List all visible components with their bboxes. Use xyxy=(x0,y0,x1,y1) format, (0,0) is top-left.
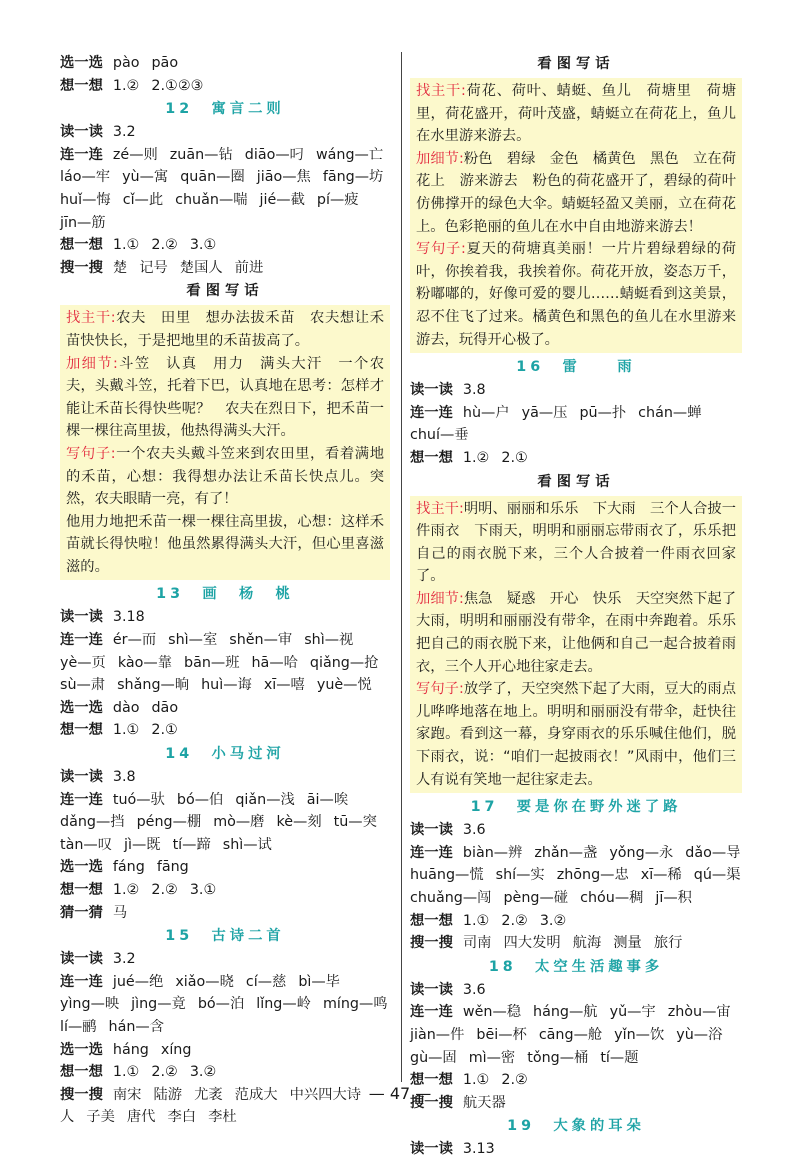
answer-label: 搜一搜 xyxy=(410,1094,453,1111)
writing-paragraph xyxy=(66,511,384,579)
answer-item: shí—实 xyxy=(495,867,545,884)
writing-text: 放学了，天空突然下起了大雨，豆大的雨点儿哗哗地落在地上。明明和丽丽没有带伞，赶快往家跑。看到这一幕，身穿雨衣的乐乐喊住他们，脱下雨衣，说：“咱们一起披雨衣！”风雨中，他们三人有说有笑地一起往家走去。 xyxy=(416,681,736,788)
answer-item: péng—棚 xyxy=(136,814,202,831)
answer-item: xíng xyxy=(160,1041,192,1058)
section-title: 14 小马过河 xyxy=(165,746,285,763)
writing-tag: 写句子: xyxy=(66,445,116,462)
writing-tag: 加细节: xyxy=(416,590,464,607)
column-divider xyxy=(401,52,402,1082)
answer-item: 2.① xyxy=(151,722,178,739)
answer-item: pāo xyxy=(151,55,179,71)
answer-row xyxy=(60,856,390,879)
answer-row xyxy=(60,811,390,834)
answer-item: zhǎn—盏 xyxy=(534,844,598,861)
answer-item: hán—含 xyxy=(108,1018,165,1035)
answer-label: 读一读 xyxy=(60,124,103,141)
answer-item: yǐn—饮 xyxy=(614,1026,665,1043)
writing-paragraph xyxy=(416,148,736,238)
answer-item: háng xyxy=(112,1041,149,1058)
answer-item: 3.② xyxy=(539,912,567,929)
answer-item: 航海 xyxy=(572,935,602,952)
answer-item: shì—视 xyxy=(304,632,354,649)
answer-label: 连一连 xyxy=(410,844,453,861)
writing-text: 明明、丽丽和乐乐 下大雨 三个人合披一件雨衣 下雨天，明明和丽丽忘带雨衣了，乐乐把自己的雨衣脱下来，三个人合披着一件雨衣回家了。 xyxy=(416,500,736,585)
answer-item: fāng—坊 xyxy=(322,169,384,186)
answer-label: 想一想 xyxy=(60,1064,103,1081)
writing-tag: 找主干: xyxy=(416,500,464,517)
answer-label: 连一连 xyxy=(60,632,103,649)
answer-row xyxy=(60,144,390,167)
answer-item: cāng—舱 xyxy=(538,1026,603,1043)
answer-item: tí—题 xyxy=(600,1049,639,1066)
writing-box xyxy=(410,496,742,794)
answer-item: yǒng—永 xyxy=(609,844,674,861)
writing-text: 夏天的荷塘真美丽！一片片碧绿碧绿的荷叶，你挨着我，我挨着你。荷花开放，姿态万千，粉嘟嘟的，好像可爱的婴儿……蜻蜓看到这美景，忍不住飞了过来。橘黄色和黑色的鱼儿在水里游来游去，玩得开心极了。 xyxy=(416,241,736,348)
answer-item: yuè—悦 xyxy=(316,677,372,694)
answer-item: xiǎo—晓 xyxy=(175,973,234,990)
answer-row xyxy=(410,910,742,933)
answer-item: tǒng—桶 xyxy=(527,1049,589,1066)
answer-item: 1.② xyxy=(462,449,490,466)
answer-label: 连一连 xyxy=(60,146,103,163)
answer-item: jiāo—焦 xyxy=(256,169,311,186)
answer-item: jié—截 xyxy=(259,191,305,208)
answer-item: jīn—筋 xyxy=(60,214,106,231)
answer-row xyxy=(60,766,390,789)
answer-item: 李杜 xyxy=(208,1109,237,1126)
answer-item: 3.① xyxy=(189,882,217,898)
answer-item: 3.① xyxy=(189,237,217,254)
answer-item: pèng—碰 xyxy=(503,890,569,906)
answer-label: 选一选 xyxy=(60,1041,103,1058)
answer-item: 3.8 xyxy=(462,382,486,399)
answer-item: lǐng—岭 xyxy=(256,996,311,1013)
answer-label: 想一想 xyxy=(60,722,103,739)
answer-item: 前进 xyxy=(234,259,264,276)
answer-row xyxy=(410,1047,742,1070)
answer-item: zhòu—宙 xyxy=(667,1004,731,1021)
answer-row xyxy=(60,719,390,742)
answer-item: tū—突 xyxy=(333,814,377,831)
writing-text: 荷花、荷叶、蜻蜓、鱼儿 荷塘里 荷塘里，荷花盛开，荷叶茂盛，蜻蜓立在荷花上，鱼儿在水里游来游去。 xyxy=(416,83,736,145)
answer-row xyxy=(60,629,390,652)
answer-item: fáng xyxy=(112,859,145,876)
answer-item: 2.② xyxy=(151,237,178,254)
answer-item: 四大发明 xyxy=(503,935,561,952)
answer-item: 唐代 xyxy=(126,1109,156,1126)
answer-item: 3.8 xyxy=(112,769,136,786)
answer-row xyxy=(60,75,390,98)
answer-item: 尤袤 xyxy=(194,1086,223,1103)
answer-item: cí—慈 xyxy=(245,973,287,990)
answer-item: 记号 xyxy=(139,259,168,276)
answer-label: 读一读 xyxy=(60,769,103,786)
writing-tag: 加细节: xyxy=(66,355,118,372)
section-title: 16 雷 雨 xyxy=(516,359,636,376)
answer-item: 李白 xyxy=(167,1109,197,1126)
answer-item: yǔ—宇 xyxy=(609,1004,656,1021)
answer-item: 航天器 xyxy=(462,1094,506,1111)
answer-row xyxy=(410,819,742,842)
answer-item: míng—鸣 xyxy=(322,996,388,1013)
answer-row xyxy=(410,424,742,447)
answer-label: 读一读 xyxy=(60,951,103,968)
answer-row xyxy=(60,606,390,629)
answer-label: 想一想 xyxy=(410,449,453,466)
answer-item: yā—压 xyxy=(521,404,568,421)
answer-label: 读一读 xyxy=(410,981,453,998)
answer-item: 2.② xyxy=(151,882,178,898)
answer-item: 马 xyxy=(112,904,128,921)
answer-item: xī—稀 xyxy=(640,867,682,884)
answer-item: 1.① xyxy=(462,912,490,929)
answer-label: 想一想 xyxy=(410,1072,453,1089)
answer-label: 连一连 xyxy=(410,1004,453,1021)
section-title: 19 大象的耳朵 xyxy=(507,1118,645,1135)
kantu-title: 看图写话 xyxy=(537,56,615,72)
answer-item: qiǎn—浅 xyxy=(235,791,295,808)
answer-item: fāng xyxy=(156,859,189,876)
answer-item: 2.② xyxy=(501,1072,528,1089)
answer-row xyxy=(60,189,390,212)
answer-item: āi—唉 xyxy=(306,791,349,808)
writing-paragraph xyxy=(416,80,736,148)
answer-item: zhōng—忠 xyxy=(556,867,629,884)
answer-item: jì—既 xyxy=(124,836,161,853)
answer-row xyxy=(60,948,390,971)
answer-item: pào xyxy=(112,55,140,71)
answer-item: 3.2 xyxy=(112,951,136,968)
answer-item: yìng—映 xyxy=(60,996,120,1013)
answer-item: 1.① xyxy=(112,237,140,254)
answer-item: quān—圈 xyxy=(180,169,245,186)
answer-item: huì—诲 xyxy=(201,677,252,694)
answer-item: diāo—叼 xyxy=(244,146,304,163)
answer-label: 选一选 xyxy=(60,699,103,716)
writing-text: 农夫 田里 想办法拔禾苗 农夫想让禾苗快快长，于是把地里的禾苗拔高了。 xyxy=(66,310,384,349)
answer-label: 搜一搜 xyxy=(60,259,103,276)
answer-label: 搜一搜 xyxy=(410,935,453,952)
writing-tag: 写句子: xyxy=(416,241,466,258)
answer-row xyxy=(60,674,390,697)
answer-item: chóu—稠 xyxy=(580,890,644,906)
answer-label: 想一想 xyxy=(60,77,103,94)
writing-text: 一个农夫头戴斗笠来到农田里，看着满地的禾苗，心想：我得想办法让禾苗长快点儿。突然，农夫眼睛一亮，有了！ xyxy=(66,445,384,508)
answer-item: 司南 xyxy=(462,935,492,952)
answer-row xyxy=(60,1016,390,1039)
answer-row xyxy=(60,652,390,675)
answer-item: sù—肃 xyxy=(60,677,106,694)
answer-item: shěn—审 xyxy=(229,632,293,649)
answer-item: 范成大 xyxy=(234,1086,278,1103)
answer-item: jìng—竟 xyxy=(131,996,186,1013)
answer-row xyxy=(60,789,390,812)
writing-tag: 找主干: xyxy=(416,83,466,99)
left-column xyxy=(60,52,390,1129)
kantu-title: 看图写话 xyxy=(537,473,615,490)
answer-item: chuǎn—喘 xyxy=(175,191,248,208)
answer-row xyxy=(410,864,742,887)
answer-item: dāo xyxy=(151,699,179,716)
answer-row xyxy=(60,1061,390,1084)
answer-row xyxy=(60,993,390,1016)
writing-tag: 找主干: xyxy=(66,310,116,327)
answer-row xyxy=(60,971,390,994)
answer-item: jué—绝 xyxy=(112,973,164,990)
answer-item: bēi—杯 xyxy=(476,1026,527,1043)
answer-label: 选一选 xyxy=(60,859,103,876)
answer-item: shì—室 xyxy=(168,632,218,649)
answer-item: 子美 xyxy=(86,1109,115,1126)
answer-item: jī—积 xyxy=(655,890,692,906)
answer-item: 1.② xyxy=(112,77,140,94)
answer-row xyxy=(60,52,390,75)
writing-text: 粉色 碧绿 金色 橘黄色 黑色 立在荷花上 游来游去 粉色的荷花盛开了，碧绿的荷叶仿佛撑开的绿色大伞。蜻蜓轻盈又美丽，立在荷花上。色彩艳丽的鱼儿在水中自由地游来游去！ xyxy=(416,150,736,235)
answer-item: bó—伯 xyxy=(176,791,224,808)
answer-item: 2.① xyxy=(501,449,528,466)
answer-row xyxy=(60,212,390,235)
answer-item: bó—泊 xyxy=(197,996,245,1013)
answer-item: yù—浴 xyxy=(676,1026,723,1043)
answer-item: shǎng—晌 xyxy=(117,677,190,694)
answer-item: yè—页 xyxy=(60,654,106,671)
answer-row xyxy=(410,1001,742,1024)
answer-row xyxy=(60,902,390,925)
writing-paragraph xyxy=(416,238,736,351)
answer-row xyxy=(60,1039,390,1062)
answer-row xyxy=(60,121,390,144)
answer-label: 连一连 xyxy=(60,791,103,808)
answer-item: hā—哈 xyxy=(251,654,298,671)
section-title: 15 古诗二首 xyxy=(165,928,285,945)
answer-item: 3.6 xyxy=(462,822,486,839)
answer-item: cǐ—此 xyxy=(122,191,164,208)
answer-item: tàn—叹 xyxy=(60,836,113,853)
answer-item: kào—靠 xyxy=(117,654,172,671)
answer-row xyxy=(410,932,742,955)
writing-paragraph xyxy=(416,588,736,678)
answer-item: 旅行 xyxy=(653,935,683,952)
answer-item: 3.18 xyxy=(112,609,145,626)
answer-row xyxy=(410,1024,742,1047)
writing-paragraph xyxy=(66,443,384,511)
answer-label: 连一连 xyxy=(60,973,103,990)
answer-item: 3.13 xyxy=(462,1141,495,1158)
answer-item: huǐ—悔 xyxy=(60,191,111,208)
answer-item: dǎo—导 xyxy=(685,844,741,861)
answer-row xyxy=(60,834,390,857)
page-number: — 47 — xyxy=(368,1084,432,1103)
answer-item: gù—固 xyxy=(410,1049,457,1066)
answer-row xyxy=(60,234,390,257)
answer-label: 猜一猜 xyxy=(60,904,103,921)
writing-paragraph xyxy=(416,678,736,791)
answer-row xyxy=(60,879,390,902)
right-column xyxy=(410,52,742,1161)
writing-text: 焦急 疑惑 开心 快乐 天空突然下起了大雨，明明和丽丽没有带伞，在雨中奔跑着。乐乐把自己的雨衣脱下来，让他俩和自己一起合披着雨衣，三个人开心地往家走去。 xyxy=(416,590,736,675)
writing-tag: 写句子: xyxy=(416,681,464,698)
answer-item: qú—渠 xyxy=(693,867,741,884)
writing-paragraph xyxy=(416,498,736,588)
answer-item: jiàn—件 xyxy=(410,1026,465,1043)
answer-item: pí—疲 xyxy=(316,191,359,208)
answer-item: 3.② xyxy=(189,1064,217,1081)
answer-item: 中兴四大诗 xyxy=(289,1086,362,1103)
answer-row xyxy=(60,1106,390,1129)
writing-box xyxy=(60,305,390,580)
section-title: 12 寓言二则 xyxy=(165,101,285,118)
answer-item: dào xyxy=(112,699,140,716)
answer-item: lí—鹂 xyxy=(60,1018,97,1035)
answer-item: 楚 xyxy=(112,259,128,276)
answer-item: 测量 xyxy=(613,935,642,952)
answer-item: 南宋 xyxy=(112,1086,142,1103)
answer-item: chán—蝉 xyxy=(638,404,702,421)
answer-row xyxy=(60,257,390,280)
answer-row xyxy=(410,402,742,425)
answer-row xyxy=(410,979,742,1002)
answer-item: mì—密 xyxy=(468,1049,516,1066)
answer-row xyxy=(410,1138,742,1161)
answer-item: chuí—垂 xyxy=(410,427,469,444)
answer-item: bān—班 xyxy=(184,654,240,671)
answer-label: 读一读 xyxy=(410,1141,453,1158)
answer-item: 3.6 xyxy=(462,981,486,998)
answer-item: tuó—驮 xyxy=(112,791,165,808)
answer-item: shì—试 xyxy=(222,836,272,853)
writing-text: 斗笠 认真 用力 满头大汗 一个农夫，头戴斗笠，托着下巴，认真地在思考：怎样才能让禾苗长得快些呢？ 农夫在烈日下，把禾苗一棵一棵往高里拔，他热得满头大汗。 xyxy=(66,355,384,440)
answer-row xyxy=(410,379,742,402)
answer-label: 连一连 xyxy=(410,404,453,421)
answer-item: ér—而 xyxy=(112,632,157,649)
answer-item: 2.①②③ xyxy=(151,77,204,94)
answer-item: dǎng—挡 xyxy=(60,814,125,831)
answer-item: 2.② xyxy=(151,1064,178,1081)
answer-item: wáng—亡 xyxy=(315,146,384,163)
answer-item: zuān—钻 xyxy=(169,146,233,163)
answer-item: 1.② xyxy=(112,882,140,898)
answer-item: qiǎng—抢 xyxy=(309,654,379,671)
answer-label: 读一读 xyxy=(410,382,453,399)
answer-item: hù—户 xyxy=(462,404,510,421)
answer-item: zé—则 xyxy=(112,146,158,163)
answer-item: 楚国人 xyxy=(179,259,223,276)
answer-row xyxy=(60,697,390,720)
section-title: 13 画 杨 桃 xyxy=(156,586,294,603)
answer-row xyxy=(410,887,742,910)
answer-item: yù—寓 xyxy=(122,169,169,186)
answer-item: bì—毕 xyxy=(298,973,340,990)
answer-item: 2.② xyxy=(501,912,528,929)
answer-item: 3.2 xyxy=(112,124,136,141)
answer-label: 搜一搜 xyxy=(60,1086,103,1103)
answer-item: huāng—慌 xyxy=(410,867,484,884)
section-title: 18 太空生活趣事多 xyxy=(488,958,664,975)
answer-label: 读一读 xyxy=(60,609,103,626)
writing-paragraph xyxy=(66,353,384,443)
writing-tag: 加细节: xyxy=(416,150,464,167)
kantu-title: 看图写话 xyxy=(186,283,264,300)
answer-row xyxy=(410,842,742,865)
answer-item: 1.① xyxy=(112,1064,140,1081)
answer-label: 选一选 xyxy=(60,55,103,71)
answer-row xyxy=(60,166,390,189)
answer-item: kè—刻 xyxy=(276,814,322,831)
answer-label: 想一想 xyxy=(410,912,453,929)
answer-item: pū—扑 xyxy=(579,404,627,421)
answer-item: 1.① xyxy=(462,1072,490,1089)
answer-item: háng—航 xyxy=(533,1004,598,1021)
answer-label: 想一想 xyxy=(60,237,103,254)
answer-item: 陆游 xyxy=(153,1086,183,1103)
answer-item: 人 xyxy=(60,1109,75,1126)
answer-item: biàn—辨 xyxy=(462,844,523,861)
answer-label: 读一读 xyxy=(410,822,453,839)
answer-item: wěn—稳 xyxy=(462,1004,522,1021)
writing-box xyxy=(410,78,742,353)
answer-label: 想一想 xyxy=(60,882,103,898)
answer-item: xī—嘻 xyxy=(263,677,305,694)
writing-text: 他用力地把禾苗一棵一棵往高里拔，心想：这样禾苗就长得快啦！他虽然累得满头大汗，但心里喜滋滋的。 xyxy=(66,513,384,575)
answer-item: chuǎng—闯 xyxy=(410,890,492,906)
section-title: 17 要是你在野外迷了路 xyxy=(470,799,682,816)
answer-item: 1.① xyxy=(112,722,140,739)
answer-item: láo—牢 xyxy=(60,169,111,186)
answer-row xyxy=(410,447,742,470)
writing-paragraph xyxy=(66,307,384,352)
answer-item: tí—蹄 xyxy=(172,836,211,853)
answer-item: mò—磨 xyxy=(213,814,265,831)
